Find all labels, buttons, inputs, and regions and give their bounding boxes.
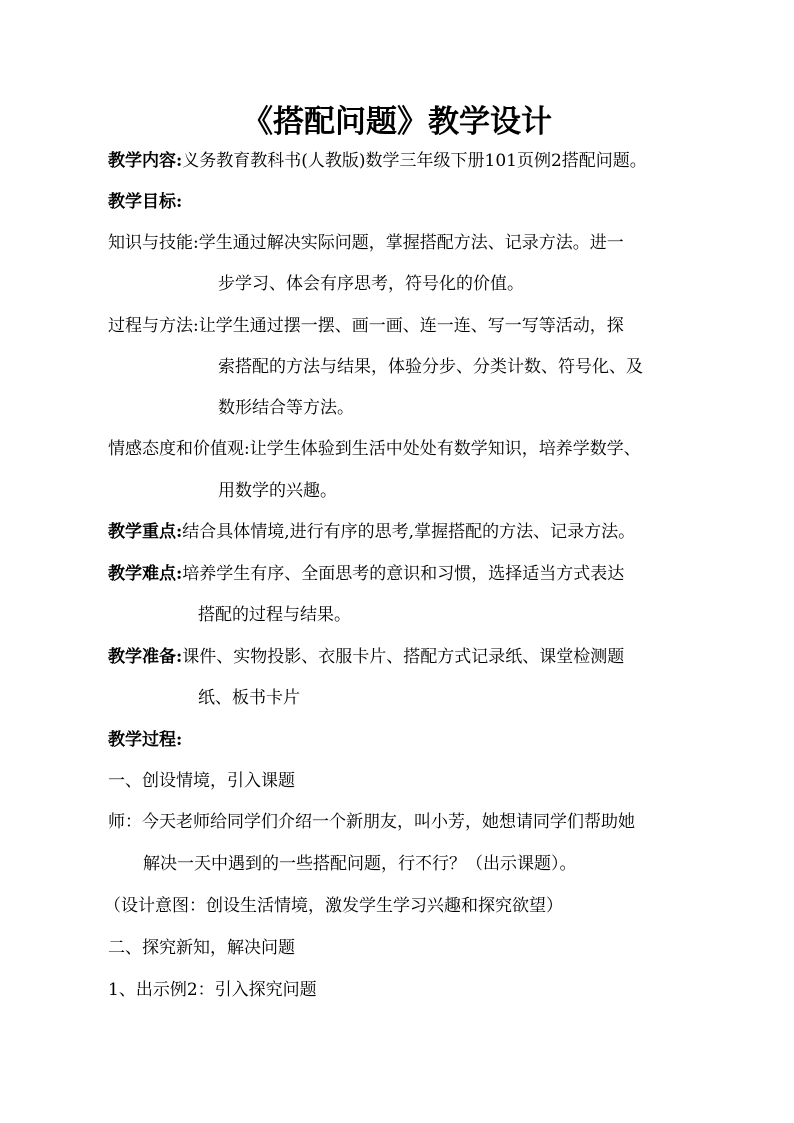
teaching-content-text: 义务教育教科书(人教版)数学三年级下册101页例2搭配问题。 — [182, 151, 647, 171]
difficulties — [108, 563, 698, 585]
process-method-line2: 索搭配的方法与结果，体验分步、分类计数、符号化、及 — [218, 357, 643, 377]
key-points — [108, 521, 698, 543]
preparation-line2: 纸、板书卡片 — [198, 688, 300, 708]
knowledge-skills-line2: 步学习、体会有序思考，符号化的价值。 — [218, 274, 524, 294]
preparation-line1: 课件、实物投影、衣服卡片、搭配方式记录纸、课堂检测题 — [182, 647, 625, 667]
difficulties-line2: 搭配的过程与结果。 — [198, 605, 351, 625]
key-points-text: 结合具体情境,进行有序的思考,掌握搭配的方法、记录方法。 — [182, 522, 636, 542]
knowledge-skills-line1: 学生通过解决实际问题，掌握搭配方法、记录方法。进一 — [198, 233, 624, 253]
process-method-line3: 数形结合等方法。 — [218, 398, 354, 418]
process-method-line1: 让学生通过摆一摆、画一画、连一连、写一写等活动，探 — [198, 316, 624, 336]
emotion-values — [108, 438, 698, 460]
emotion-values-label: 情感态度和价值观: — [108, 439, 250, 459]
section-1-heading: 一、创设情境，引入课题 — [108, 771, 295, 791]
process-method — [108, 315, 698, 337]
knowledge-skills-label: 知识与技能: — [108, 233, 199, 253]
goals-heading: 教学目标: — [108, 192, 183, 212]
difficulties-label: 教学难点: — [108, 564, 183, 584]
page-title: 《搭配问题》教学设计 — [242, 104, 552, 140]
emotion-values-line2: 用数学的兴趣。 — [218, 481, 337, 501]
teaching-content-label: 教学内容: — [108, 151, 183, 171]
process-method-label: 过程与方法: — [108, 316, 199, 336]
step-1: 1、出示例2：引入探究问题 — [108, 980, 317, 1000]
design-intent: （设计意图：创设生活情境，激发学生学习兴趣和探究欲望） — [104, 896, 563, 916]
section-2-heading: 二、探究新知，解决问题 — [108, 938, 295, 958]
teacher-line2: 解决一天中遇到的一些搭配问题，行不行？（出示课题）。 — [143, 854, 577, 874]
process-heading: 教学过程: — [108, 730, 183, 750]
preparation-label: 教学准备: — [108, 647, 183, 667]
teaching-content — [108, 150, 698, 172]
key-points-label: 教学重点: — [108, 522, 183, 542]
knowledge-skills — [108, 232, 698, 254]
preparation — [108, 646, 698, 668]
teacher-line1: 师：今天老师给同学们介绍一个新朋友，叫小芳，她想请同学们帮助她 — [108, 812, 635, 832]
difficulties-line1: 培养学生有序、全面思考的意识和习惯，选择适当方式表达 — [182, 564, 625, 584]
emotion-values-line1: 让学生体验到生活中处处有数学知识，培养学数学、 — [249, 439, 641, 459]
